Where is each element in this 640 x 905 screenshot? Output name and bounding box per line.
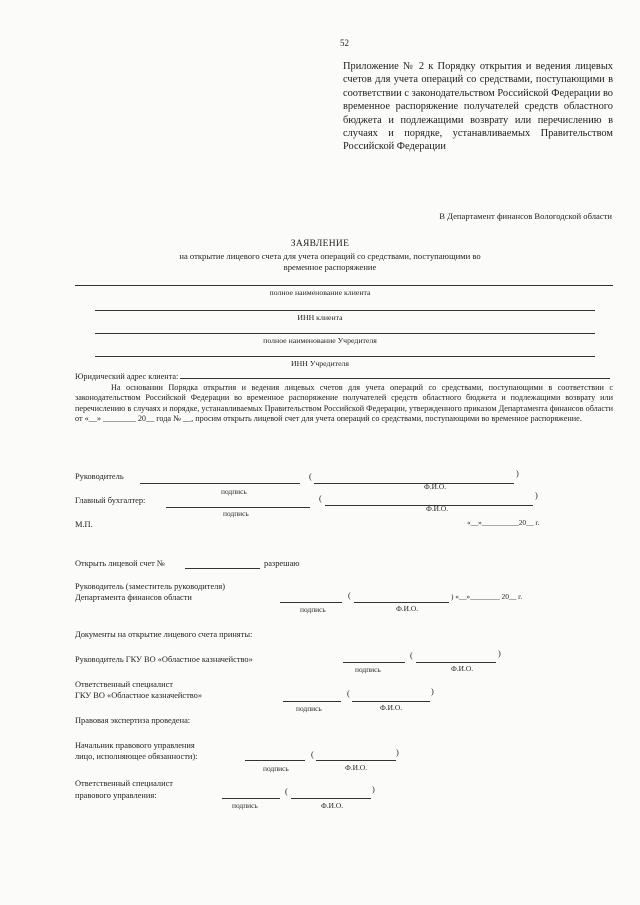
documents-accepted: Документы на открытие лицевого счета приняты: [75, 630, 253, 639]
treasury-specialist-fio-line[interactable] [352, 701, 430, 702]
chief-accountant-fio-close: ) [535, 491, 538, 500]
chief-accountant-signature-caption: подпись [223, 509, 249, 518]
legal-specialist-fio-close: ) [372, 785, 375, 794]
chief-accountant-signature-line[interactable] [166, 507, 310, 508]
legal-head-signature-caption: подпись [263, 764, 289, 773]
appendix-note: Приложение № 2 к Порядку открытия и ведения лицевых счетов для учета операций со средствами, поступающими в соответствии с законодательством Российской Федерации во временное распоряжение получателей средств областного бюджета и подлежащими возврату или перечислению в случаях и порядке, устанавливаемых Правительством Российской Федерации [343, 61, 613, 153]
client-inn-caption: ИНН клиента [297, 313, 343, 322]
head-signature-line[interactable] [140, 483, 300, 484]
addressee: В Департамент финансов Вологодской области [439, 211, 612, 221]
request-text: На основании Порядка открытия и ведения лицевых счетов для учета операций со средствами, поступающими в соответствии с законодательством Российской Федерации во временное распоряжение получателей средств областного бюджета и подлежащими возврату или перечислению в случаях и порядке, устанавливаемых Правительством Российской Федерации, утвержденного приказом Департамента финансов области от «__» ________ 20__ года № __, просим открыть лицевой счет для учета операций со средствами, поступающими во временное распоряжение. [75, 382, 613, 424]
legal-head-fio-caption: Ф.И.О. [345, 763, 368, 772]
treasury-specialist-label-1: Ответственный специалист [75, 680, 173, 689]
head-fio-open: ( [309, 472, 312, 481]
founder-name-line[interactable] [95, 333, 595, 334]
legal-specialist-label-1: Ответственный специалист [75, 779, 173, 788]
treasury-head-fio-open: ( [410, 651, 413, 660]
permission-text: разрешаю [264, 559, 300, 568]
head-label: Руководитель [75, 472, 124, 481]
treasury-head-label: Руководитель ГКУ ВО «Областное казначейство» [75, 655, 253, 664]
treasury-head-fio-caption: Ф.И.О. [451, 664, 474, 673]
treasury-specialist-signature-line[interactable] [283, 701, 341, 702]
legal-head-fio-line[interactable] [316, 760, 396, 761]
legal-specialist-label-2: правового управления: [75, 791, 157, 800]
treasury-specialist-signature-caption: подпись [296, 704, 322, 713]
department-head-label-1: Руководитель (заместитель руководителя) [75, 582, 225, 591]
legal-specialist-signature-caption: подпись [232, 801, 258, 810]
open-account-label: Открыть лицевой счет № [75, 559, 165, 568]
legal-address-and-request [75, 370, 613, 425]
head-fio-line[interactable] [314, 483, 514, 484]
founder-name-caption: полное наименование Учредителя [263, 336, 377, 345]
department-head-signature-line[interactable] [280, 602, 342, 603]
treasury-head-fio-line[interactable] [416, 662, 496, 663]
department-head-label-2: Департамента финансов области [75, 593, 192, 602]
legal-head-fio-close: ) [396, 748, 399, 757]
treasury-specialist-label-2: ГКУ ВО «Областное казначейство» [75, 691, 203, 700]
department-head-fio-line[interactable] [354, 602, 449, 603]
department-head-date[interactable]: ) «__»________ 20__ г. [451, 592, 523, 601]
department-head-fio-open: ( [348, 591, 351, 600]
legal-specialist-fio-caption: Ф.И.О. [321, 801, 344, 810]
page-number: 52 [340, 38, 349, 48]
head-fio-close: ) [516, 469, 519, 478]
founder-inn-line[interactable] [95, 356, 595, 357]
chief-accountant-fio-open: ( [319, 494, 322, 503]
head-signature-caption: подпись [221, 487, 247, 496]
legal-head-label-1: Начальник правового управления [75, 741, 195, 750]
treasury-specialist-fio-caption: Ф.И.О. [380, 703, 403, 712]
head-fio-caption: Ф.И.О. [424, 482, 447, 491]
account-number-field[interactable] [185, 568, 260, 569]
founder-inn-caption: ИНН Учредителя [290, 359, 350, 368]
legal-specialist-signature-line[interactable] [222, 798, 280, 799]
client-name-line[interactable] [75, 285, 613, 286]
document-subtitle: на открытие лицевого счета для учета операций со средствами, поступающими во временное распоряжение [179, 251, 481, 272]
signature-date[interactable]: «__»__________20__ г. [467, 518, 540, 527]
legal-expertise: Правовая экспертиза проведена: [75, 716, 191, 725]
stamp-label: М.П. [75, 520, 93, 529]
legal-head-fio-open: ( [311, 750, 314, 759]
client-name-caption: полное наименование клиента [269, 288, 371, 297]
legal-address-label: Юридический адрес клиента: [75, 372, 179, 381]
treasury-specialist-fio-close: ) [431, 687, 434, 696]
department-head-signature-caption: подпись [300, 605, 326, 614]
chief-accountant-label: Главный бухгалтер: [75, 496, 146, 505]
legal-specialist-fio-line[interactable] [291, 798, 371, 799]
legal-head-signature-line[interactable] [245, 760, 305, 761]
legal-specialist-fio-open: ( [285, 787, 288, 796]
treasury-head-fio-close: ) [498, 649, 501, 658]
document-title: ЗАЯВЛЕНИЕ [290, 239, 350, 249]
treasury-head-signature-caption: подпись [355, 665, 381, 674]
department-head-fio-caption: Ф.И.О. [396, 604, 419, 613]
chief-accountant-fio-caption: Ф.И.О. [426, 504, 449, 513]
client-inn-line[interactable] [95, 310, 595, 311]
legal-head-label-2: лицо, исполняющее обязанности): [75, 752, 198, 761]
treasury-head-signature-line[interactable] [343, 662, 405, 663]
treasury-specialist-fio-open: ( [347, 689, 350, 698]
legal-address-field[interactable] [180, 370, 610, 379]
